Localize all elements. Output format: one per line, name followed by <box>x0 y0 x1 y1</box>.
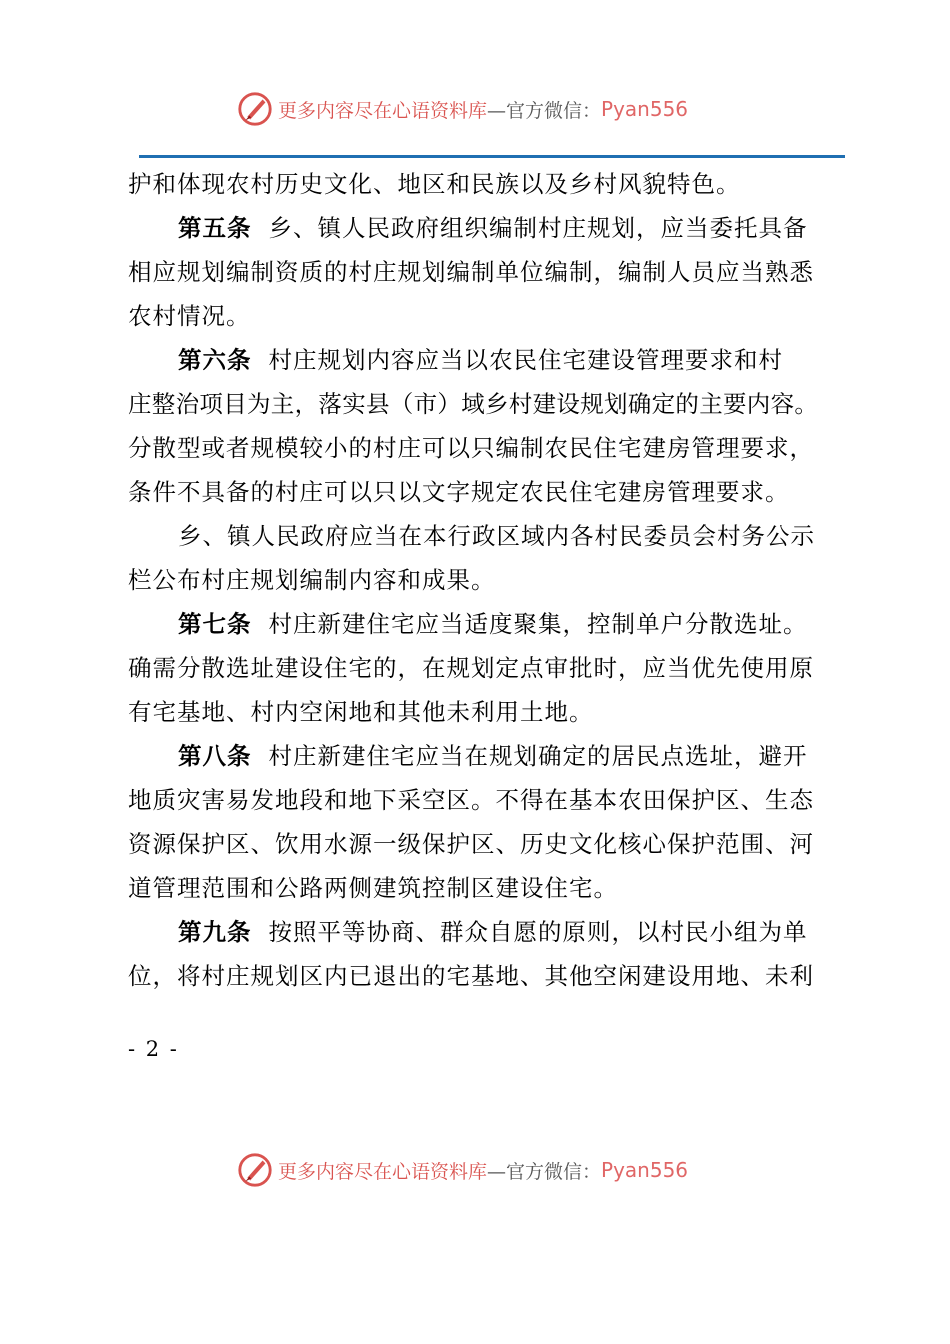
banner-wechat-label: —官方微信： <box>487 1160 602 1183</box>
article-8-label: 第八条 <box>178 742 252 770</box>
article-6-text: 村庄规划内容应当以农民住宅建设管理要求和村 <box>268 346 783 374</box>
article-6-line <box>128 338 848 382</box>
article-7-line <box>128 602 848 646</box>
body-line: 资源保护区、饮用水源一级保护区、历史文化核心保护范围、河 <box>128 830 814 858</box>
banner-wechat-label: —官方微信： <box>487 99 602 122</box>
article-9-text: 按照平等协商、群众自愿的原则，以村民小组为单 <box>268 918 808 946</box>
banner-title: 更多内容尽在心语资料库 <box>278 1160 488 1183</box>
banner-wechat-id: Pyan556 <box>601 97 689 121</box>
body-line: 地质灾害易发地段和地下采空区。不得在基本农田保护区、生态 <box>128 786 814 814</box>
article-5-text: 乡、镇人民政府组织编制村庄规划，应当委托具备 <box>268 214 808 242</box>
article-6-label: 第六条 <box>178 346 252 374</box>
body-line: 农村情况。 <box>128 302 251 330</box>
header-banner <box>236 89 688 129</box>
body-line: 确需分散选址建设住宅的，在规划定点审批时，应当优先使用原 <box>128 654 814 682</box>
article-8-text: 村庄新建住宅应当在规划确定的居民点选址，避开 <box>268 742 808 770</box>
banner-wechat-id: Pyan556 <box>601 1158 689 1182</box>
document-body <box>128 162 848 998</box>
body-line: 条件不具备的村庄可以只以文字规定农民住宅建房管理要求。 <box>128 478 790 506</box>
pen-logo-icon <box>236 90 274 128</box>
paragraph-line: 乡、镇人民政府应当在本行政区域内各村民委员会村务公示 <box>178 522 815 550</box>
body-line: 分散型或者规模较小的村庄可以只编制农民住宅建房管理要求， <box>128 434 814 462</box>
article-5-line <box>128 206 848 250</box>
body-line: 道管理范围和公路两侧建筑控制区建设住宅。 <box>128 874 618 902</box>
page-number: - 2 - <box>128 1037 179 1061</box>
pen-logo-icon <box>236 1151 274 1189</box>
article-7-label: 第七条 <box>178 610 252 638</box>
banner-title: 更多内容尽在心语资料库 <box>278 99 488 122</box>
body-line: 有宅基地、村内空闲地和其他未利用土地。 <box>128 698 594 726</box>
article-9-label: 第九条 <box>178 918 252 946</box>
body-line: 庄整治项目为主，落实县（市）域乡村建设规划确定的主要内容。 <box>128 390 819 418</box>
header-rule <box>139 155 845 158</box>
body-line: 栏公布村庄规划编制内容和成果。 <box>128 566 496 594</box>
article-8-line <box>128 734 848 778</box>
body-line: 位，将村庄规划区内已退出的宅基地、其他空闲建设用地、未利 <box>128 962 814 990</box>
article-9-line <box>128 910 848 954</box>
article-7-text: 村庄新建住宅应当适度聚集，控制单户分散选址。 <box>268 610 808 638</box>
footer-banner <box>236 1150 688 1190</box>
article-5-label: 第五条 <box>178 214 252 242</box>
body-line: 相应规划编制资质的村庄规划编制单位编制，编制人员应当熟悉 <box>128 258 814 286</box>
body-line: 护和体现农村历史文化、地区和民族以及乡村风貌特色。 <box>128 170 741 198</box>
